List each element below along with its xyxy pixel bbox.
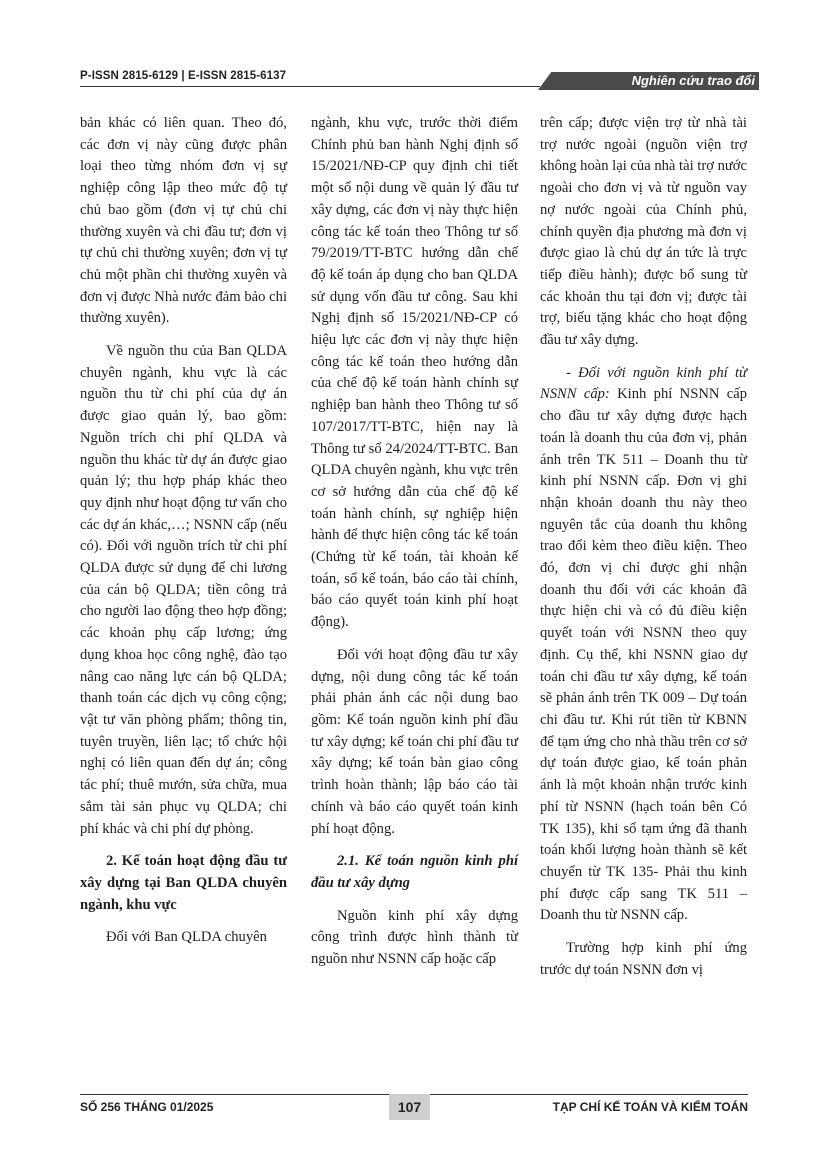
paragraph: Về nguồn thu của Ban QLDA chuyên ngành, khu vực là các nguồn thu từ chi phí của dự án được giao quản lý, bao gồm: Nguồn trích chi phí QLDA và nguồn thu khác từ dự án được giao quản lý; thu hợp pháp khác theo quy định như hoạt động tư vấn cho các dự án khác,…; NSNN cấp (nếu có). Đối với nguồn trích từ chi phí QLDA được sử dụng để chi lương của cán bộ QLDA; tiền công trả cho người lao động theo hợp đồng; các khoản phụ cấp lương; ứng dụng khoa học công nghệ, đào tạo nâng cao năng lực cán bộ QLDA; thanh toán các dịch vụ công cộng; vật tư văn phòng phẩm; thông tin, tuyên truyền, liên lạc; tổ chức hội nghị có liên quan đến dự án; công tác phí; thuê mướn, sửa chữa, mua sắm tài sản phục vụ QLDA; chi phí khác và chi phí dự phòng. <box>80 343 287 837</box>
paragraph: Đối với hoạt động đầu tư xây dựng, nội dung công tác kế toán phải phản ánh các nội dung bao gồm: Kế toán nguồn kinh phí đầu tư xây dựng; kế toán chi phí đầu tư xây dựng; kế toán bàn giao công trình hoàn thành; lập báo cáo tài chính và báo cáo quyết toán kinh phí hoạt động. <box>311 646 518 837</box>
issue-label: SỐ 256 THÁNG 01/2025 <box>80 1100 214 1114</box>
paragraph-lead: - Đối với nguồn kinh phí từ NSNN cấp: <box>540 364 747 403</box>
journal-name: TẠP CHÍ KẾ TOÁN VÀ KIỂM TOÁN <box>552 1100 748 1114</box>
subsection-heading: 2.1. Kế toán nguồn kinh phí đầu tư xây dựng <box>311 853 518 891</box>
paragraph: Đối với Ban QLDA chuyên <box>106 929 267 946</box>
text-column-2 <box>311 113 518 971</box>
paragraph <box>540 363 747 927</box>
section-title: Nghiên cứu trao đổi <box>631 73 755 88</box>
section-heading: 2. Kế toán hoạt động đầu tư xây dựng tại Ban QLDA chuyên ngành, khu vực <box>80 853 287 913</box>
paragraph-body: Kinh phí NSNN cấp cho đầu tư xây dựng được hạch toán là doanh thu của đơn vị, phản ánh trên TK 511 – Doanh thu từ kinh phí NSNN cấp. Đơn vị ghi nhận khoản doanh thu này theo nguyên tắc của doanh thu không trao đổi kèm theo điều kiện. Theo đó, đơn vị chỉ được ghi nhận doanh thu đối với các khoản đã thực hiện chi và có đủ điều kiện quyết toán với NSNN theo quy định. Cụ thể, khi NSNN giao dự toán chi đầu tư xây dựng, kế toán sẽ phản ánh trên TK 009 – Dự toán chi đầu tư. Khi rút tiền từ KBNN để tạm ứng cho nhà thầu trên cơ sở dự toán được giao, kế toán phản ánh là một khoản nhận trước kinh phí từ NSNN (hạch toán bên Có TK 135), khi số tạm ứng đã thanh toán khối lượng hoàn thành sẽ kết chuyển từ TK 135- Phải thu kinh phí được cấp sang TK 511 – Doanh thu từ NSNN cấp. <box>540 386 747 924</box>
paragraph: Nguồn kinh phí xây dựng công trình được hình thành từ nguồn như NSNN cấp hoặc cấp <box>311 907 518 968</box>
paragraph: bản khác có liên quan. Theo đó, các đơn vị này cũng được phân loại theo từng nhóm đơn vị sự nghiệp công lập theo mức độ tự chủ bao gồm (đơn vị tự chủ chi thường xuyên và chi đầu tư; đơn vị tự chủ chi thường xuyên; đơn vị tự chủ một phần chi thường xuyên và đơn vị được Nhà nước đảm bảo chi thường xuyên). <box>80 115 287 327</box>
paragraph: trên cấp; được viện trợ từ nhà tài trợ nước ngoài (nguồn viện trợ không hoàn lại của nhà tài trợ nước ngoài cho đơn vị và từ nguồn vay nợ nước ngoài của Chính phủ, chính quyền địa phương mà đơn vị được giao là chủ dự án tức là trực tiếp điều hành); được bổ sung từ các khoản thu tại đơn vị; được tài trợ, biếu tặng khác cho hoạt động đầu tư xây dựng. <box>540 115 747 349</box>
paragraph: Trường hợp kinh phí ứng trước dự toán NSNN đơn vị <box>540 940 747 978</box>
text-column-3 <box>540 113 747 981</box>
paragraph: ngành, khu vực, trước thời điểm Chính phủ ban hành Nghị định số 15/2021/NĐ-CP quy định chi tiết một số nội dung về quản lý đầu tư xây dựng, các đơn vị này thực hiện công tác kế toán theo Thông tư số 79/2019/TT-BTC hướng dẫn chế độ kế toán áp dụng cho ban QLDA sử dụng vốn đầu tư công. Sau khi Nghị định số 15/2021/NĐ-CP có hiệu lực các đơn vị này thực hiện công tác kế toán theo hướng dẫn của chế độ kế toán hành chính sự nghiệp ban hành theo Thông tư số 107/2017/TT-BTC, hiện nay là Thông tư số 24/2024/TT-BTC. Ban QLDA chuyên ngành, khu vực trên cơ sở hướng dẫn của chế độ kế toán hành chính, sự nghiệp hiện hành để thực hiện công tác kế toán (Chứng từ kế toán, tài khoản kế toán, sổ kế toán, báo cáo tài chính, báo cáo quyết toán kinh phí hoạt động). <box>311 115 518 631</box>
text-column-1 <box>80 113 287 949</box>
issn-line: P-ISSN 2815-6129 | E-ISSN 2815-6137 <box>80 70 287 82</box>
page-number: 107 <box>389 1094 430 1120</box>
header-rule <box>80 86 540 87</box>
